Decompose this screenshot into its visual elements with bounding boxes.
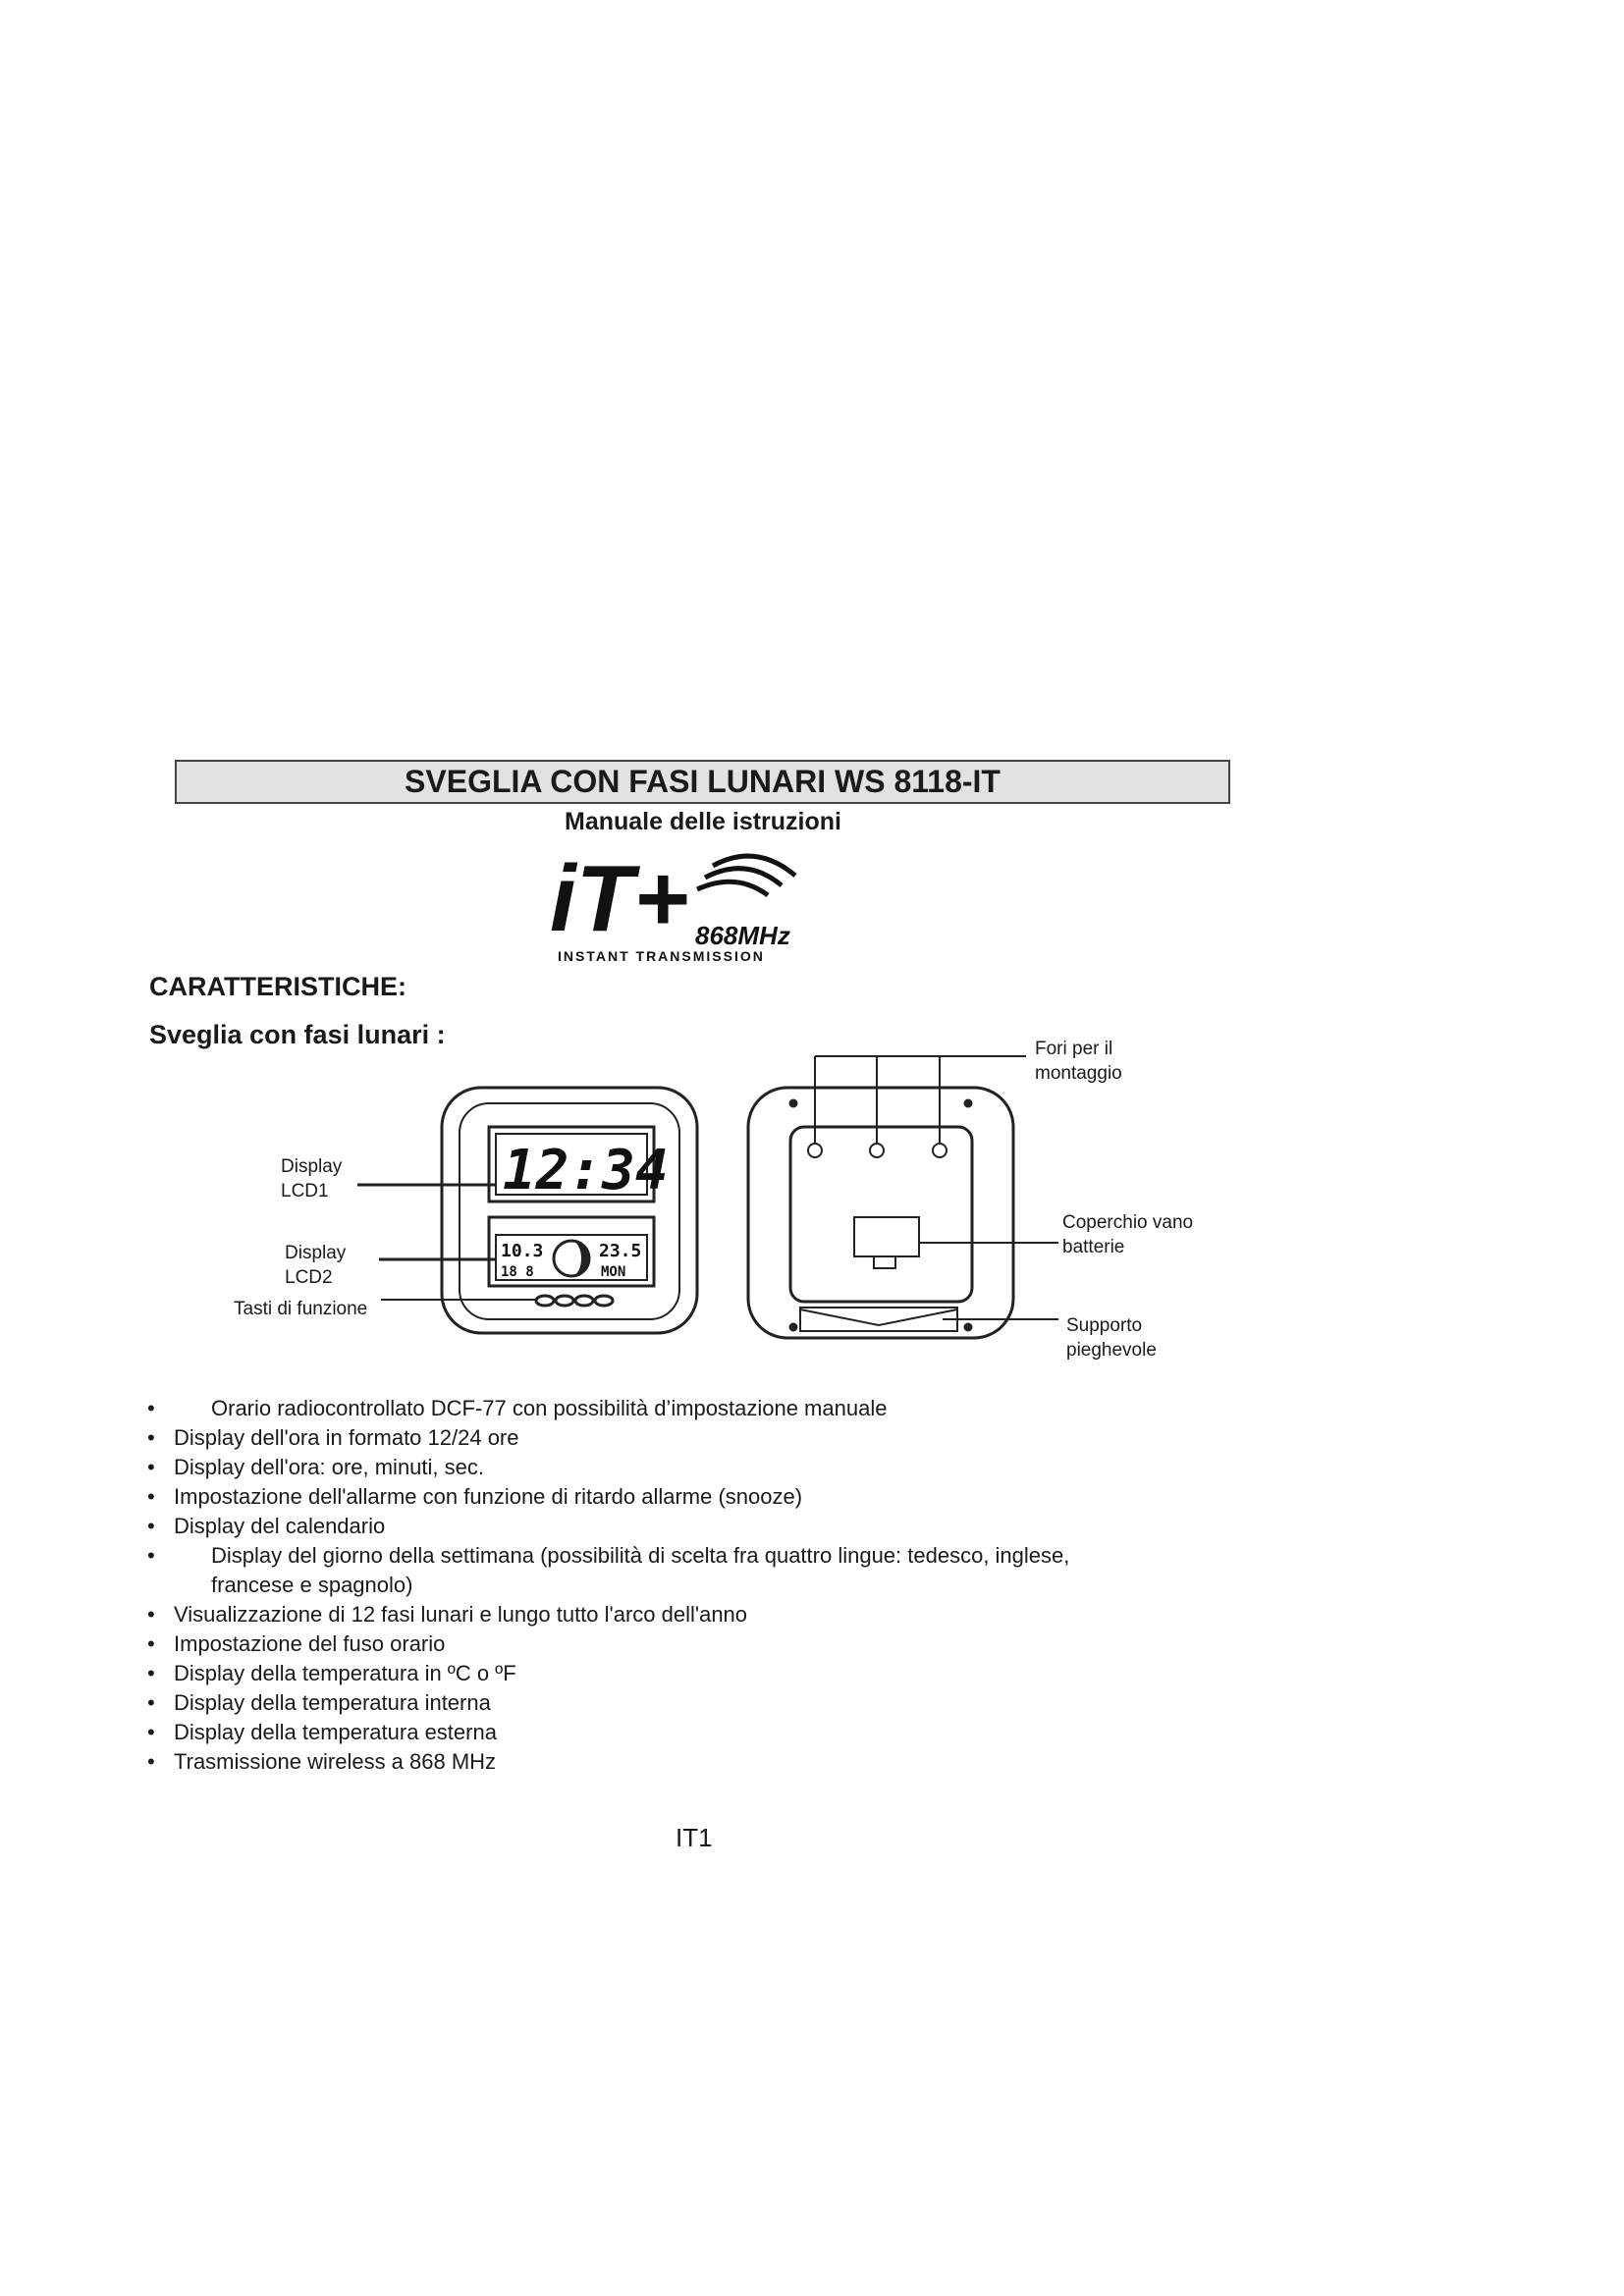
document-title: SVEGLIA CON FASI LUNARI WS 8118-IT xyxy=(175,760,1230,804)
list-item: • Display della temperatura in ºC o ºF xyxy=(147,1661,516,1685)
label-mounting-holes: Fori per il montaggio xyxy=(1035,1039,1122,1084)
list-item: • Visualizzazione di 12 fasi lunari e lungo tutto l'arco dell'anno xyxy=(147,1602,748,1627)
logo-tagline: INSTANT TRANSMISSION xyxy=(558,948,765,964)
document-subtitle: Manuale delle istruzioni xyxy=(565,808,841,835)
list-item: • Orario radiocontrollato DCF-77 con possibilità d’impostazione manuale xyxy=(147,1396,888,1420)
mounting-hole xyxy=(808,1144,822,1157)
list-item: • Display del calendario xyxy=(147,1514,386,1538)
logo-mark: iT+ xyxy=(550,852,689,951)
label-function-keys: Tasti di funzione xyxy=(234,1299,368,1319)
list-item: • Display della temperatura esterna xyxy=(147,1720,497,1744)
battery-cover xyxy=(854,1217,919,1256)
lcd2-frame xyxy=(489,1217,654,1286)
list-item: • Display del giorno della settimana (possibilità di scelta fra quattro lingue: tedesco, inglese, xyxy=(147,1543,1070,1568)
it-plus-logo xyxy=(550,852,815,965)
lcd2-outdoor-temp: 23.5 xyxy=(599,1241,642,1261)
lcd2-indoor-temp: 10.3 xyxy=(501,1241,544,1261)
list-item: • Impostazione del fuso orario xyxy=(147,1631,446,1656)
label-fold-stand: Supporto pieghevole xyxy=(1066,1315,1157,1361)
moon-phase-icon xyxy=(554,1241,589,1276)
list-item: • Display dell'ora in formato 12/24 ore xyxy=(147,1425,519,1450)
lcd1-frame xyxy=(489,1127,654,1201)
page-number: IT1 xyxy=(676,1823,713,1852)
list-item: • Trasmissione wireless a 868 MHz xyxy=(147,1749,497,1774)
fold-stand xyxy=(800,1308,957,1331)
back-clock-body xyxy=(748,1088,1013,1338)
wave-icon xyxy=(697,881,768,895)
features-heading: CARATTERISTICHE: xyxy=(149,972,406,1001)
list-item: • Display dell'ora: ore, minuti, sec. xyxy=(147,1455,484,1479)
clock-subheading: Sveglia con fasi lunari : xyxy=(149,1020,446,1049)
list-item: • Display della temperatura interna xyxy=(147,1690,491,1715)
label-display-lcd2: Display LCD2 xyxy=(285,1243,347,1288)
logo-frequency: 868MHz xyxy=(695,921,790,950)
lcd2-date: 18 8 xyxy=(501,1264,534,1280)
list-item: • Impostazione dell'allarme con funzione di ritardo allarme (snooze) xyxy=(147,1484,803,1509)
front-clock-body xyxy=(442,1088,697,1333)
label-display-lcd1: Display LCD1 xyxy=(281,1156,343,1201)
label-battery-cover: Coperchio vano batterie xyxy=(1062,1212,1194,1257)
list-item-continuation: francese e spagnolo) xyxy=(211,1573,413,1597)
function-key xyxy=(536,1296,554,1306)
lcd2-weekday: MON xyxy=(601,1264,626,1280)
lcd1-time: 12:34 xyxy=(503,1139,669,1202)
features-list xyxy=(147,1394,1247,1777)
